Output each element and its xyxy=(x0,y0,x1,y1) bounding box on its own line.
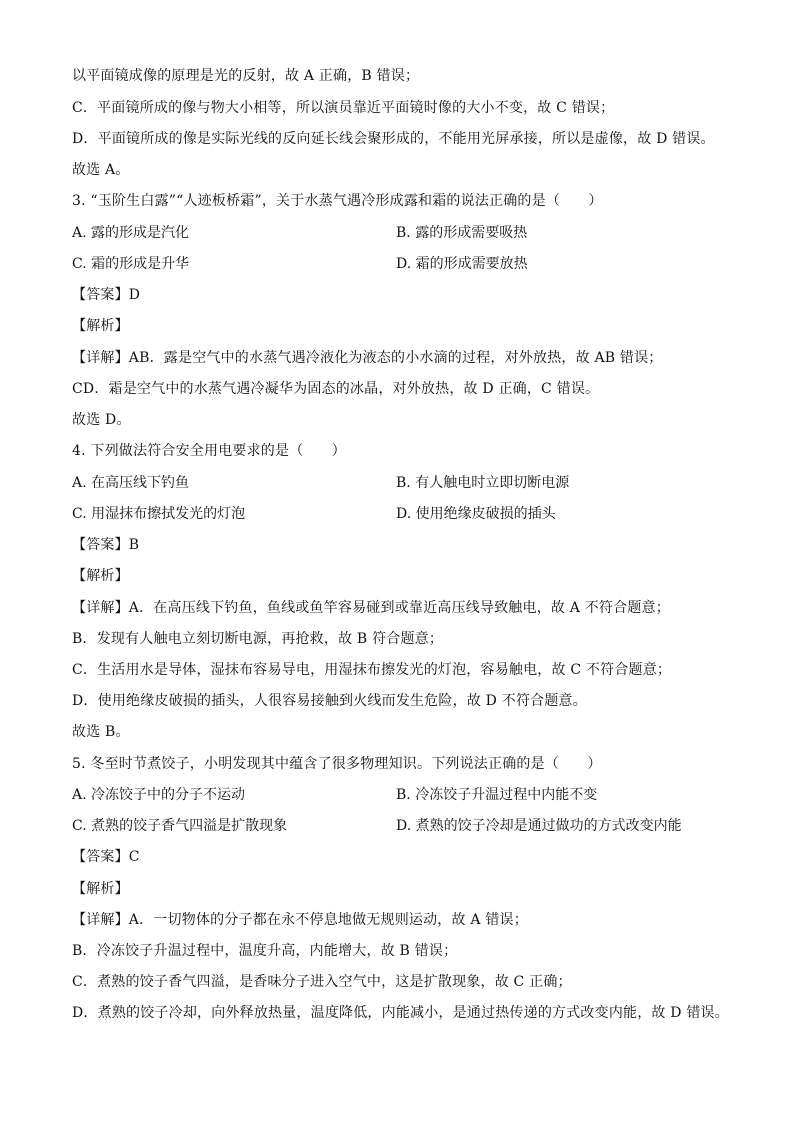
q3-detail-line: CD．霜是空气中的水蒸气遇冷凝华为固态的冰晶，对外放热，故 D 正确，C 错误。 xyxy=(72,381,600,397)
question-4-stem: 4. 下列做法符合安全用电要求的是（ ） xyxy=(72,443,347,459)
text-line: D．平面镜所成的像是实际光线的反向延长线会聚形成的，不能用光屏承接，所以是虚像，故 D 错误。 xyxy=(72,131,715,147)
q4-option-a: A. 在高压线下钓鱼 xyxy=(72,475,190,491)
q5-detail-line: C．煮熟的饺子香气四溢，是香味分子进入空气中，这是扩散现象，故 C 正确； xyxy=(72,974,572,990)
question-3-stem: 3. “玉阶生白露”“人迹板桥霜”，关于水蒸气遇冷形成露和霜的说法正确的是（ ） xyxy=(72,193,603,209)
q5-option-c: C. 煮熟的饺子香气四溢是扩散现象 xyxy=(72,818,288,834)
q4-detail-line: 故选 B。 xyxy=(72,724,130,740)
q5-option-d: D. 煮熟的饺子冷却是通过做功的方式改变内能 xyxy=(396,818,682,834)
q5-detail-line: B．冷冻饺子升温过程中，温度升高，内能增大，故 B 错误； xyxy=(72,943,458,959)
q5-option-a: A. 冷冻饺子中的分子不运动 xyxy=(72,787,246,803)
text-line: 以平面镜成像的原理是光的反射，故 A 正确，B 错误； xyxy=(72,68,420,84)
q5-answer: 【答案】C xyxy=(72,849,140,865)
q4-option-d: D. 使用绝缘皮破损的插头 xyxy=(396,506,556,522)
q3-option-b: B. 露的形成需要吸热 xyxy=(396,225,528,241)
q5-detail-line: D．煮熟的饺子冷却，向外释放热量，温度降低，内能减小，是通过热传递的方式改变内能，故 D 错误。 xyxy=(72,1005,729,1021)
q3-detail-line: 【详解】AB．露是空气中的水蒸气遇冷液化为液态的小水滴的过程，对外放热，故 AB 错误； xyxy=(72,350,663,366)
text-line: C．平面镜所成的像与物大小相等，所以演员靠近平面镜时像的大小不变，故 C 错误； xyxy=(72,100,615,116)
q4-option-b: B. 有人触电时立即切断电源 xyxy=(396,475,570,491)
q3-option-c: C. 霜的形成是升华 xyxy=(72,256,190,272)
q5-detail-line: 【详解】A．一切物体的分子都在永不停息地做无规则运动，故 A 错误； xyxy=(72,912,528,928)
q4-detail-line: 【详解】A．在高压线下钓鱼，鱼线或鱼竿容易碰到或靠近高压线导致触电，故 A 不符合题意； xyxy=(72,600,670,616)
q3-analysis: 【解析】 xyxy=(72,318,129,334)
question-5-stem: 5. 冬至时节煮饺子，小明发现其中蕴含了很多物理知识。下列说法正确的是（ ） xyxy=(72,756,602,772)
q3-option-d: D. 霜的形成需要放热 xyxy=(396,256,528,272)
text-line: 故选 A。 xyxy=(72,162,130,178)
q3-detail-line: 故选 D。 xyxy=(72,412,131,428)
q4-detail-line: B．发现有人触电立刻切断电源，再抢救，故 B 符合题意； xyxy=(72,631,444,647)
q4-detail-line: C．生活用水是导体，湿抹布容易导电，用湿抹布擦发光的灯泡，容易触电，故 C 不符合题意； xyxy=(72,662,672,678)
q4-answer: 【答案】B xyxy=(72,537,140,553)
q4-analysis: 【解析】 xyxy=(72,568,129,584)
q4-detail-line: D．使用绝缘皮破损的插头，人很容易接触到火线而发生危险，故 D 不符合题意。 xyxy=(72,693,587,709)
q4-option-c: C. 用湿抹布擦拭发光的灯泡 xyxy=(72,506,246,522)
q5-option-b: B. 冷冻饺子升温过程中内能不变 xyxy=(396,787,598,803)
q3-option-a: A. 露的形成是汽化 xyxy=(72,225,190,241)
q3-answer: 【答案】D xyxy=(72,287,141,303)
q5-analysis: 【解析】 xyxy=(72,881,129,897)
